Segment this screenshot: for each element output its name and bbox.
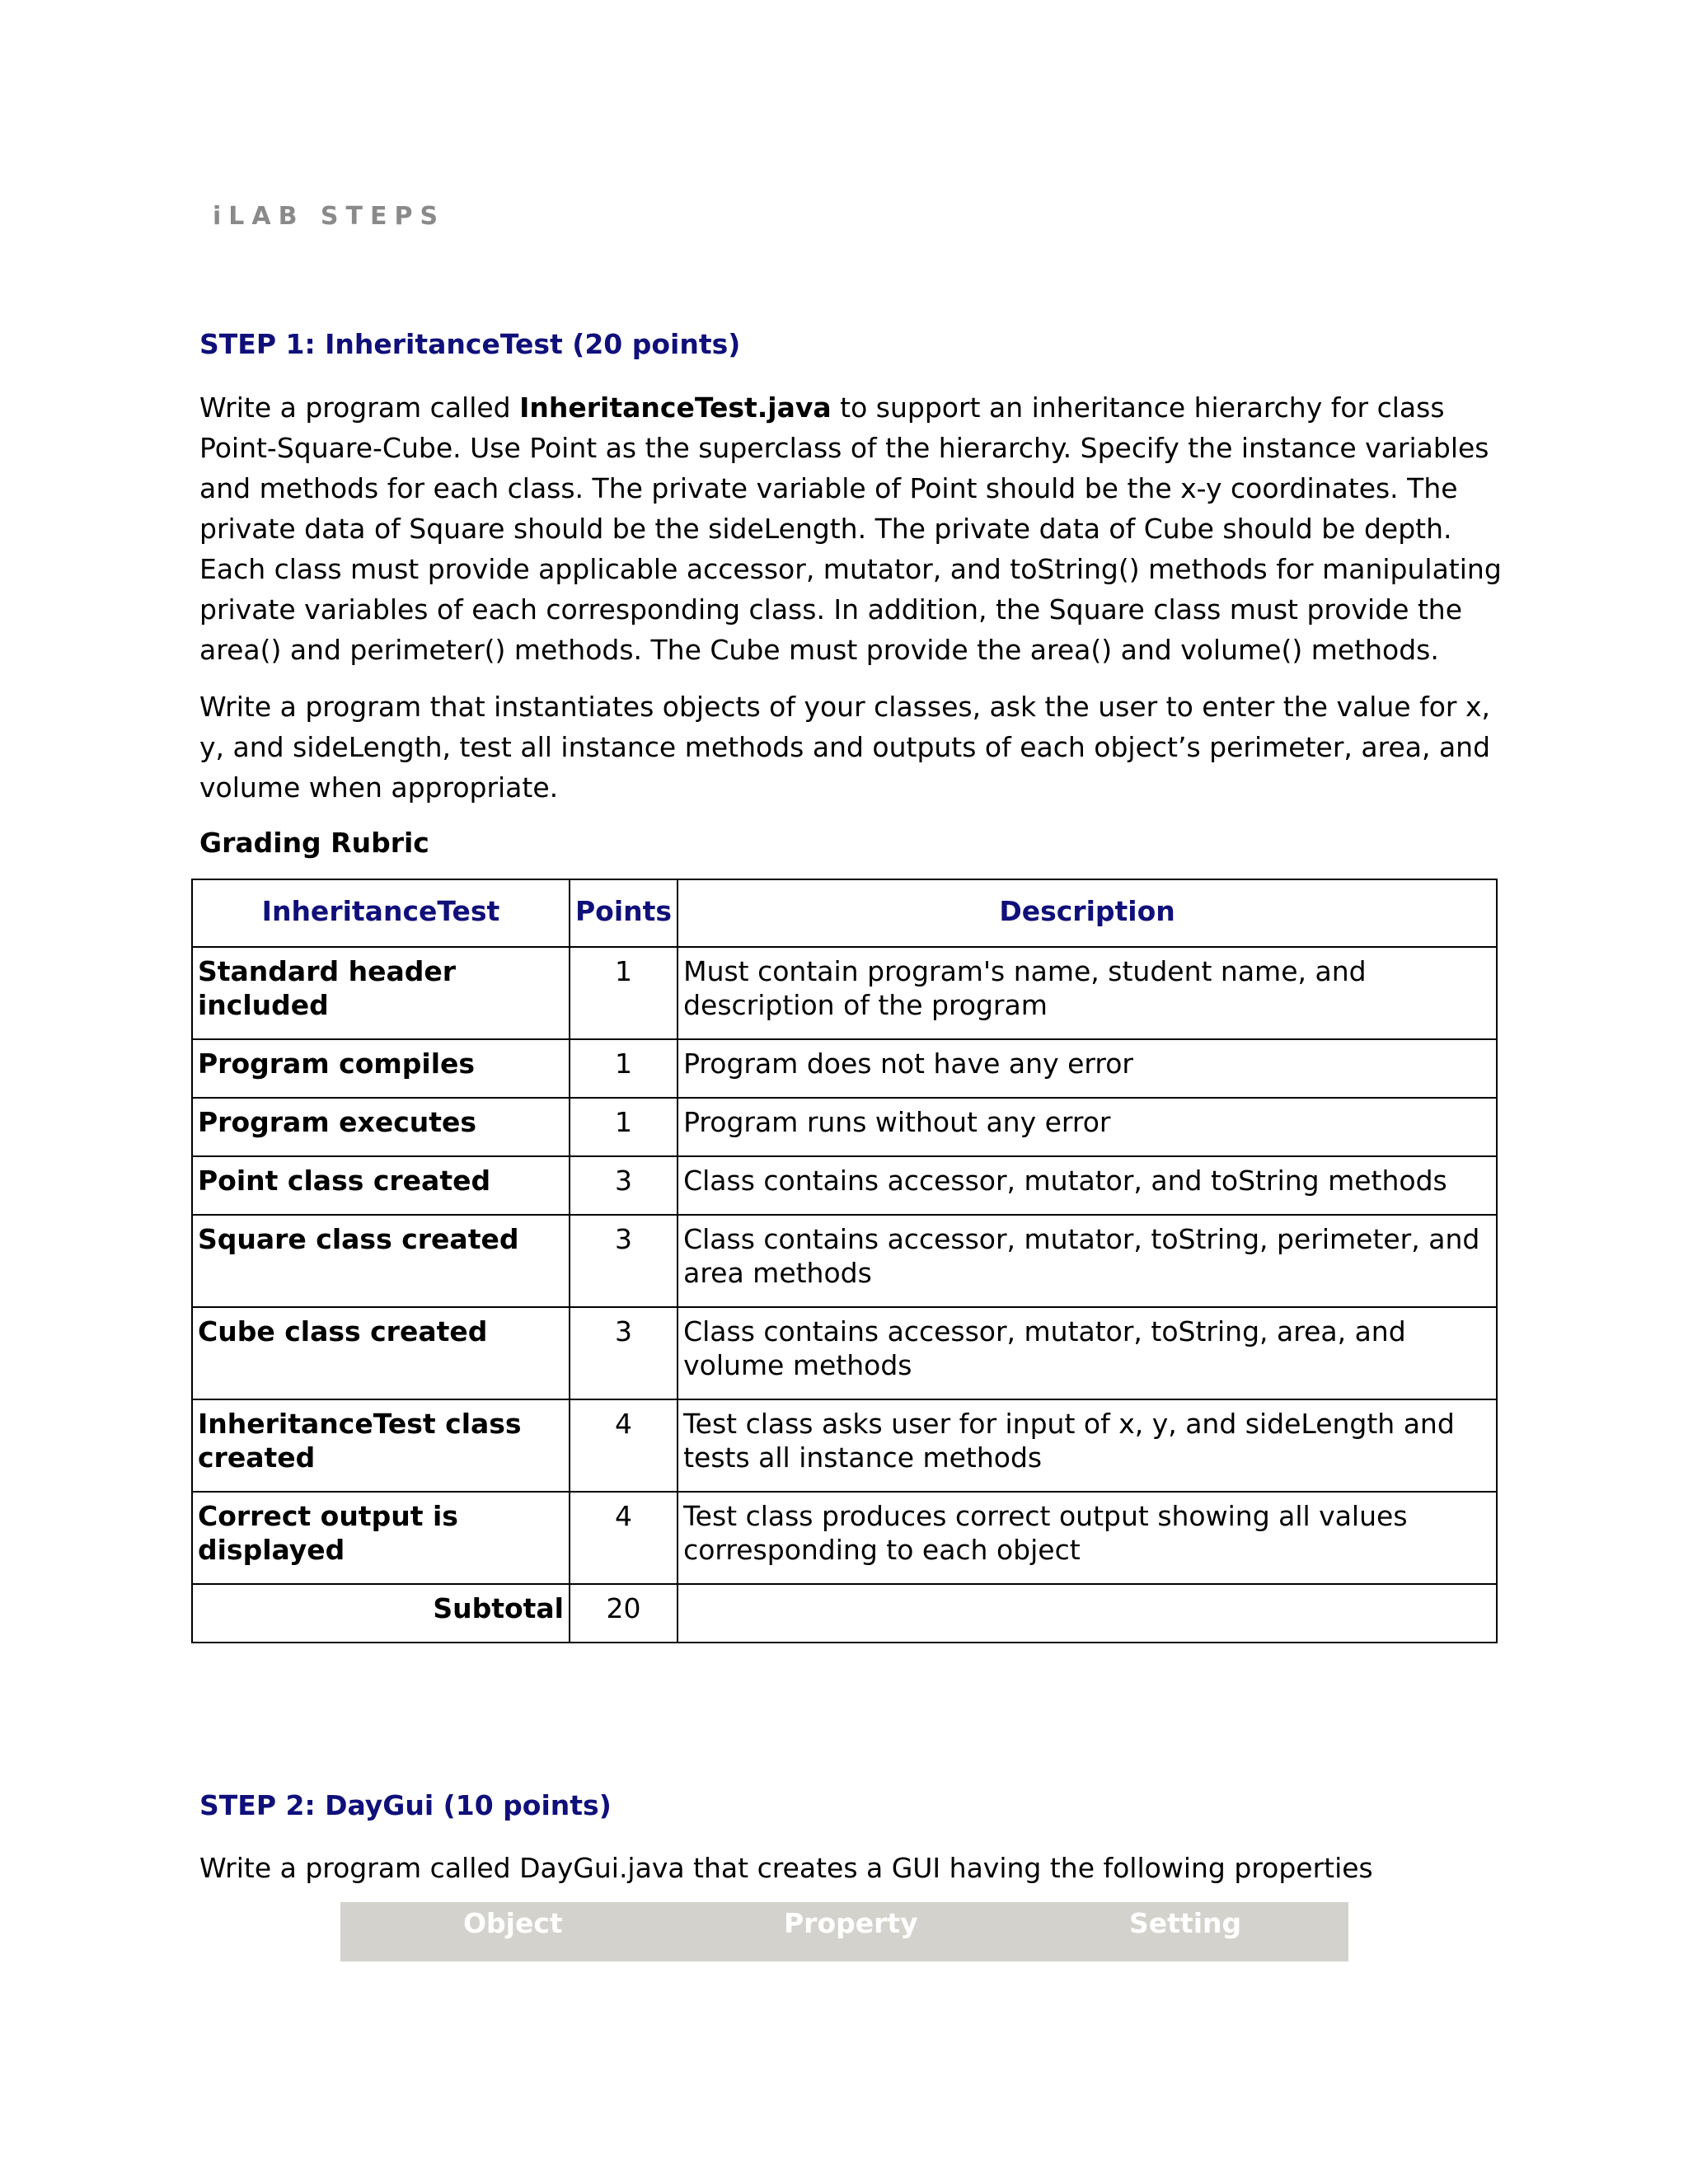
lab-title: iLAB STEPS	[213, 202, 446, 231]
rubric-item: Correct output is displayed	[192, 1492, 570, 1584]
rubric-description: Program runs without any error	[678, 1098, 1497, 1156]
rubric-description: Test class produces correct output showing all values corresponding to each object	[678, 1492, 1497, 1584]
daygui-header-setting: Setting	[1129, 1907, 1242, 1939]
rubric-label: Grading Rubric	[199, 827, 429, 859]
table-row	[192, 1039, 1497, 1098]
rubric-points: 1	[570, 1098, 678, 1156]
rubric-points: 4	[570, 1492, 678, 1584]
subtotal-description-empty	[678, 1584, 1497, 1643]
rubric-header-item: InheritanceTest	[192, 879, 570, 947]
rubric-points: 3	[570, 1215, 678, 1307]
rubric-header-row	[192, 879, 1497, 947]
rubric-points: 1	[570, 1039, 678, 1098]
rubric-description: Program does not have any error	[678, 1039, 1497, 1098]
rubric-header-points: Points	[570, 879, 678, 947]
subtotal-points: 20	[570, 1584, 678, 1643]
rubric-points: 3	[570, 1156, 678, 1215]
rubric-description: Test class asks user for input of x, y, and sideLength and tests all instance methods	[678, 1399, 1497, 1492]
program-name: InheritanceTest.java	[519, 391, 832, 424]
step2-heading: STEP 2: DayGui (10 points)	[199, 1789, 612, 1821]
rubric-item: InheritanceTest class created	[192, 1399, 570, 1492]
subtotal-label: Subtotal	[192, 1584, 570, 1643]
table-row	[192, 947, 1497, 1039]
step1-paragraph-2: Write a program that instantiates objects of your classes, ask the user to enter the value for x, y, and sideLength, test all instance methods and outputs of each object’s perimeter, area, and volume when appropriate.	[199, 691, 1491, 804]
daygui-header-property: Property	[784, 1907, 918, 1939]
step1-heading: STEP 1: InheritanceTest (20 points)	[199, 328, 741, 360]
table-row	[192, 1215, 1497, 1307]
rubric-description: Class contains accessor, mutator, toString, perimeter, and area methods	[678, 1215, 1497, 1307]
rubric-points: 4	[570, 1399, 678, 1492]
rubric-item: Cube class created	[192, 1307, 570, 1399]
daygui-table-header	[340, 1902, 1348, 1961]
rubric-item: Square class created	[192, 1215, 570, 1307]
rubric-points: 1	[570, 947, 678, 1039]
table-row	[192, 1156, 1497, 1215]
step1-paragraph-1	[199, 387, 1502, 670]
subtotal-row	[192, 1584, 1497, 1643]
rubric-item: Point class created	[192, 1156, 570, 1215]
table-row	[192, 1098, 1497, 1156]
table-row	[192, 1492, 1497, 1584]
table-row	[192, 1307, 1497, 1399]
table-row	[192, 1399, 1497, 1492]
rubric-item: Program executes	[192, 1098, 570, 1156]
rubric-item: Program compiles	[192, 1039, 570, 1098]
daygui-header-object: Object	[463, 1907, 563, 1939]
step2-paragraph: Write a program called DayGui.java that creates a GUI having the following properties	[199, 1852, 1373, 1884]
rubric-description: Class contains accessor, mutator, toString, area, and volume methods	[678, 1307, 1497, 1399]
grading-rubric-table	[191, 879, 1498, 1643]
rubric-header-description: Description	[678, 879, 1497, 947]
para1-prefix: Write a program called	[199, 391, 520, 424]
para1-rest: to support an inheritance hierarchy for class Point-Square-Cube. Use Point as the superclass of the hierarchy. Specify the instance variables and methods for each class. The private variable of Point should be the x-y coordinates. The private data of Square should be the sideLength. The private data of Cube should be depth. Each class must provide applicable accessor, mutator, and toString() methods for manipulating private variables of each corresponding class. In addition, the Square class must provide the area() and perimeter() methods. The Cube must provide the area() and volume() methods.	[199, 391, 1502, 666]
rubric-description: Must contain program's name, student name, and description of the program	[678, 947, 1497, 1039]
rubric-description: Class contains accessor, mutator, and toString methods	[678, 1156, 1497, 1215]
rubric-points: 3	[570, 1307, 678, 1399]
rubric-item: Standard header included	[192, 947, 570, 1039]
